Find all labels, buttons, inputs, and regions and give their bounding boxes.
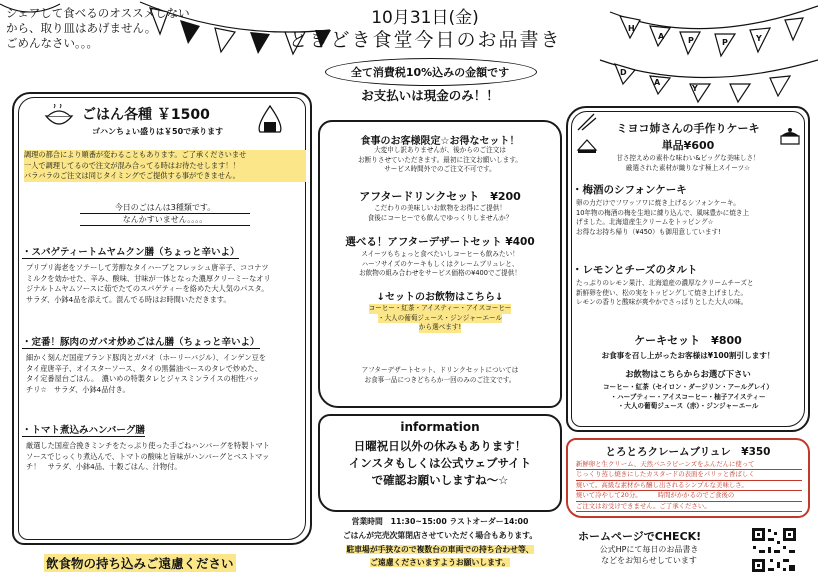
cake-price: 単品¥600 (661, 139, 715, 152)
guest-line: お断りさせていただきます。最初に注文お願いします。 (358, 155, 522, 164)
page-date: 10月31日(金) (371, 8, 479, 28)
set-drinks-list (322, 304, 558, 333)
set-note-line: アフターデザートセット、ドリンクセットについては (361, 366, 519, 374)
brulee-title: とろとろクレームブリュレ ¥350 (605, 446, 771, 458)
info-line: で確認お願いしますね〜☆ (371, 473, 509, 487)
cake-desc-line: 10年物の梅酒の梅を生地に練り込んで、風味豊かに焼き上 (576, 208, 750, 217)
apology-line: 今日のごはんは3種類です。 (80, 202, 250, 214)
cake-set-drinks (572, 383, 804, 412)
parking-line: ご遠慮くださいますようお願いします。 (370, 558, 510, 567)
desc-line: チリ☆ サラダ、小鉢4品付き。 (26, 384, 130, 394)
banner-letter: P (688, 36, 694, 45)
after-dessert-line: ハーフサイズのケーキもしくはクレームブリュレと、 (361, 259, 519, 268)
after-drink-line: 食後にコーヒーでも飲んでゆっくりしませんか？ (367, 213, 513, 222)
desc-line: ソースでじっくり煮込んで、トマトの酸味と旨味がハンバーグとベストマッ (26, 451, 270, 461)
banner-letter: A (654, 78, 661, 87)
notice-block (24, 150, 306, 182)
top-note-line: ごめんなさい。。。 (6, 36, 98, 50)
cake-item (572, 262, 804, 308)
homepage-title: ホームページでCHECK! (578, 530, 702, 543)
banner-letter: Y (692, 84, 698, 93)
parking-note (318, 543, 562, 569)
after-drink-title: アフタードリンクセット ¥200 (359, 190, 521, 203)
after-dessert-line: スイーツもちょっと食べたいしコーヒーも飲みたい！ (361, 250, 519, 258)
homepage-line: などをお知らせしています (601, 556, 697, 565)
set-drink-line: ・大人の葡萄ジュース・ジンジャーエール (377, 313, 503, 322)
desc-line: チ！ サラダ、小鉢4品、十穀ごはん、汁物付。 (26, 462, 182, 471)
cake-desc-line: 新鮮卵を使い、松の実をトッピングして焼き上げました。 (576, 288, 748, 297)
banner-letter: A (658, 32, 665, 41)
after-dessert-desc (322, 250, 558, 279)
cake-desc-line: お得なお持ち帰り（¥450）も御用意しています! (576, 227, 721, 236)
info-line: インスタもしくは公式ウェブサイト (348, 456, 532, 470)
notice-line: バラバラのご注文は同じタイミングでご提供する事ができません。 (24, 171, 306, 182)
bring-in-notice: 飲食物の持ち込みご遠慮ください (46, 556, 234, 571)
set-drinks-note (322, 366, 558, 385)
menu-item (22, 418, 307, 473)
cake-set-drink-line: ・ハーブティー・アイスコーヒー・柚子アイスティー (610, 392, 766, 401)
cake-set-drink-line: ・大人の葡萄ジュース（赤）・ジンジャーエール (617, 402, 759, 411)
cake-desc-line: たっぷりのレモン果汁、北海道産の濃厚なクリームチーズと (576, 279, 754, 287)
cake-item-desc (572, 199, 804, 237)
cake-item-name: ・梅酒のシフォンケーキ (572, 184, 687, 196)
cake-intro-line: 甘さ控えめの素朴な味わい&ビッグな美味しさ！ (616, 154, 760, 162)
cake-intro (572, 154, 804, 173)
cake-set-title: ケーキセット ¥800 (634, 334, 742, 347)
header (250, 8, 600, 52)
info-title: information (400, 420, 480, 434)
business-hours: 営業時間 11:30~15:00 ラストオーダー14:00 (351, 517, 529, 526)
guest-heading: 食事のお客様限定☆お得なセット！ (360, 136, 520, 147)
banner-letter: H (628, 24, 635, 33)
brulee-line: ご注文はお受けできません。ご了承ください。 (576, 502, 802, 512)
brulee-line: 新鮮卵と生クリーム、天然バニラビーンズをふんだんに使って (576, 460, 802, 470)
apology-line: なんかすいません。。。。 (80, 214, 250, 226)
menu-item-desc (22, 441, 307, 473)
brulee-line: 焼いて冷やして20分。 時間がかかるのでご食後の (576, 491, 802, 501)
cake-heading: ミヨコ姉さんの手作りケーキ (616, 122, 760, 135)
desc-line: タイ産唐辛子、オイスターソース、タイの黒醤油ベースのタレで炒めた、 (26, 363, 262, 373)
menu-item (22, 240, 307, 305)
menu-item-name: ・定番！豚肉のガパオ炒めごはん膳（ちょっと辛いよ） (22, 334, 260, 349)
after-drink-desc (322, 204, 558, 223)
set-note-line: お食事一品につきどちらか一回のみのご注文です。 (364, 375, 516, 384)
guest-line: 大変申し訳ありませんが、後からのご注文は (374, 146, 506, 154)
top-note (6, 6, 246, 51)
rice-sub: ゴハンちょい盛りは￥50で承ります (92, 127, 224, 136)
banner-letter: D (620, 68, 627, 77)
top-note-line: から、取り皿はあげません。 (6, 21, 157, 35)
menu-item-desc (22, 353, 307, 395)
brulee-line: じっくり蒸し焼きにしたカスタードの表面をパリッと香ばしく (576, 470, 802, 480)
menu-item-desc (22, 263, 307, 305)
tax-note: 全て消費税10%込みの金額です (350, 66, 510, 79)
brulee-line: 焼いて。高級な素材から醸し出されるシンプルな美味しさ。 (576, 481, 802, 491)
rice-bowl-icon (42, 104, 76, 132)
after-dessert-title: 選べる！アフターデザートセット ¥400 (345, 236, 535, 248)
cake-desc-line: レモンの香りと酸味が爽やかでさっぱりとした大人の味。 (576, 298, 748, 307)
banner-letter: P (722, 38, 728, 47)
info-lines (322, 438, 558, 489)
guest-notes (322, 146, 558, 175)
cake-set-line: お食事を召し上がったお客様は¥100割引します！ (601, 351, 775, 360)
cake-intro-line: 厳選された素材が織りなす極上スイーツ☆ (625, 163, 751, 172)
cake-item-desc (572, 279, 804, 308)
cake-item (572, 182, 804, 237)
desc-line: プリプリ海老をソテーして芳醇なタイハーブとフレッシュ唐辛子、ココナツ (26, 263, 269, 272)
desc-line: 細かく刻んだ国産ブランド豚肉とガパオ（ホーリーバジル）、インゲン豆を (26, 353, 266, 362)
menu-item-name: ・スパゲティートムヤムクン膳（ちょっと辛いよ） (22, 244, 239, 259)
set-drinks-title: ↓セットのお飲物はこちら↓ (376, 292, 504, 303)
notice-line: 調理の都合により順番が変わることもあります。ご了承くださいませ (24, 150, 306, 161)
cake-set-drinks-title: お飲物はこちらからお選び下さい (625, 369, 751, 379)
desc-line: 厳選した国産合挽きミンチをたっぷり使った手ごねハンバーグを特製トマト (26, 441, 270, 450)
top-note-line: シェアして食べるのオススメしない (6, 6, 190, 20)
page-title: ときどき食堂今日のお品書き (288, 29, 562, 51)
cake-set-drink-line: コーヒー・紅茶（セイロン・ダージリン・アールグレイ） (602, 383, 774, 391)
after-drink-line: こだわりの美味しいお飲物をお得にご提供！ (374, 204, 506, 212)
brulee-desc (576, 460, 802, 512)
set-drink-line: から選べます! (418, 323, 462, 332)
desc-line: ジナルトムヤムソースに茹でたてのスパゲティーを絡めた大人気のパスタ。 (26, 284, 269, 293)
info-line: 日曜祝日以外の休みもあります！ (353, 439, 527, 453)
menu-item-name: ・トマト煮込みハンバーグ膳 (22, 422, 145, 437)
notice-line: 一人で調理してるので注文が混み合ってる時はお待たせします！！ (24, 161, 306, 172)
after-dessert-line: お飲物の組み合わせをサービス価格の¥400でご提供！ (359, 269, 521, 278)
apology-note (80, 202, 250, 226)
parking-line: 駐車場が手狭なので複数台の車両での持ち合わせ等、 (346, 545, 534, 554)
desc-line: ミルクを効かせた、辛み、酸味、甘味が一体となった濃厚クリーミーなオリ (26, 273, 271, 283)
cake-desc-line: 卵の力だけでフワッフワに焼き上げるシフォンケーキ。 (576, 199, 740, 207)
guest-line: サービス時間外でのご注文不可です。 (384, 165, 496, 174)
rice-heading: ごはん各種 ￥1500 (82, 107, 210, 123)
banner-letter: Y (756, 34, 762, 43)
set-drink-line: コーヒー・紅茶・アイスティー・アイスコーヒー (368, 304, 512, 312)
homepage-line: 公式HPにて毎日のお品書き (599, 545, 699, 554)
soldout-note: ごはんが完売次第閉店させていただく場合もあります。 (342, 531, 538, 540)
desc-line: サラダ、小鉢4品を添えて。混んでる時はお時間いただきます。 (26, 294, 231, 304)
homepage-lines (576, 544, 722, 566)
onigiri-icon (254, 104, 286, 134)
cake-desc-line: げました。北海道産生クリームをトッピング☆ (576, 218, 714, 227)
payment-note: お支払いは現金のみ！！ (361, 88, 499, 103)
menu-item (22, 330, 307, 395)
cake-item-name: ・レモンとチーズのタルト (572, 264, 698, 276)
desc-line: タイ定番屋台ごはん。 濃いめの特製タレとジャスミンライスの相性バッ (26, 374, 260, 383)
qr-code-icon[interactable] (750, 526, 798, 574)
